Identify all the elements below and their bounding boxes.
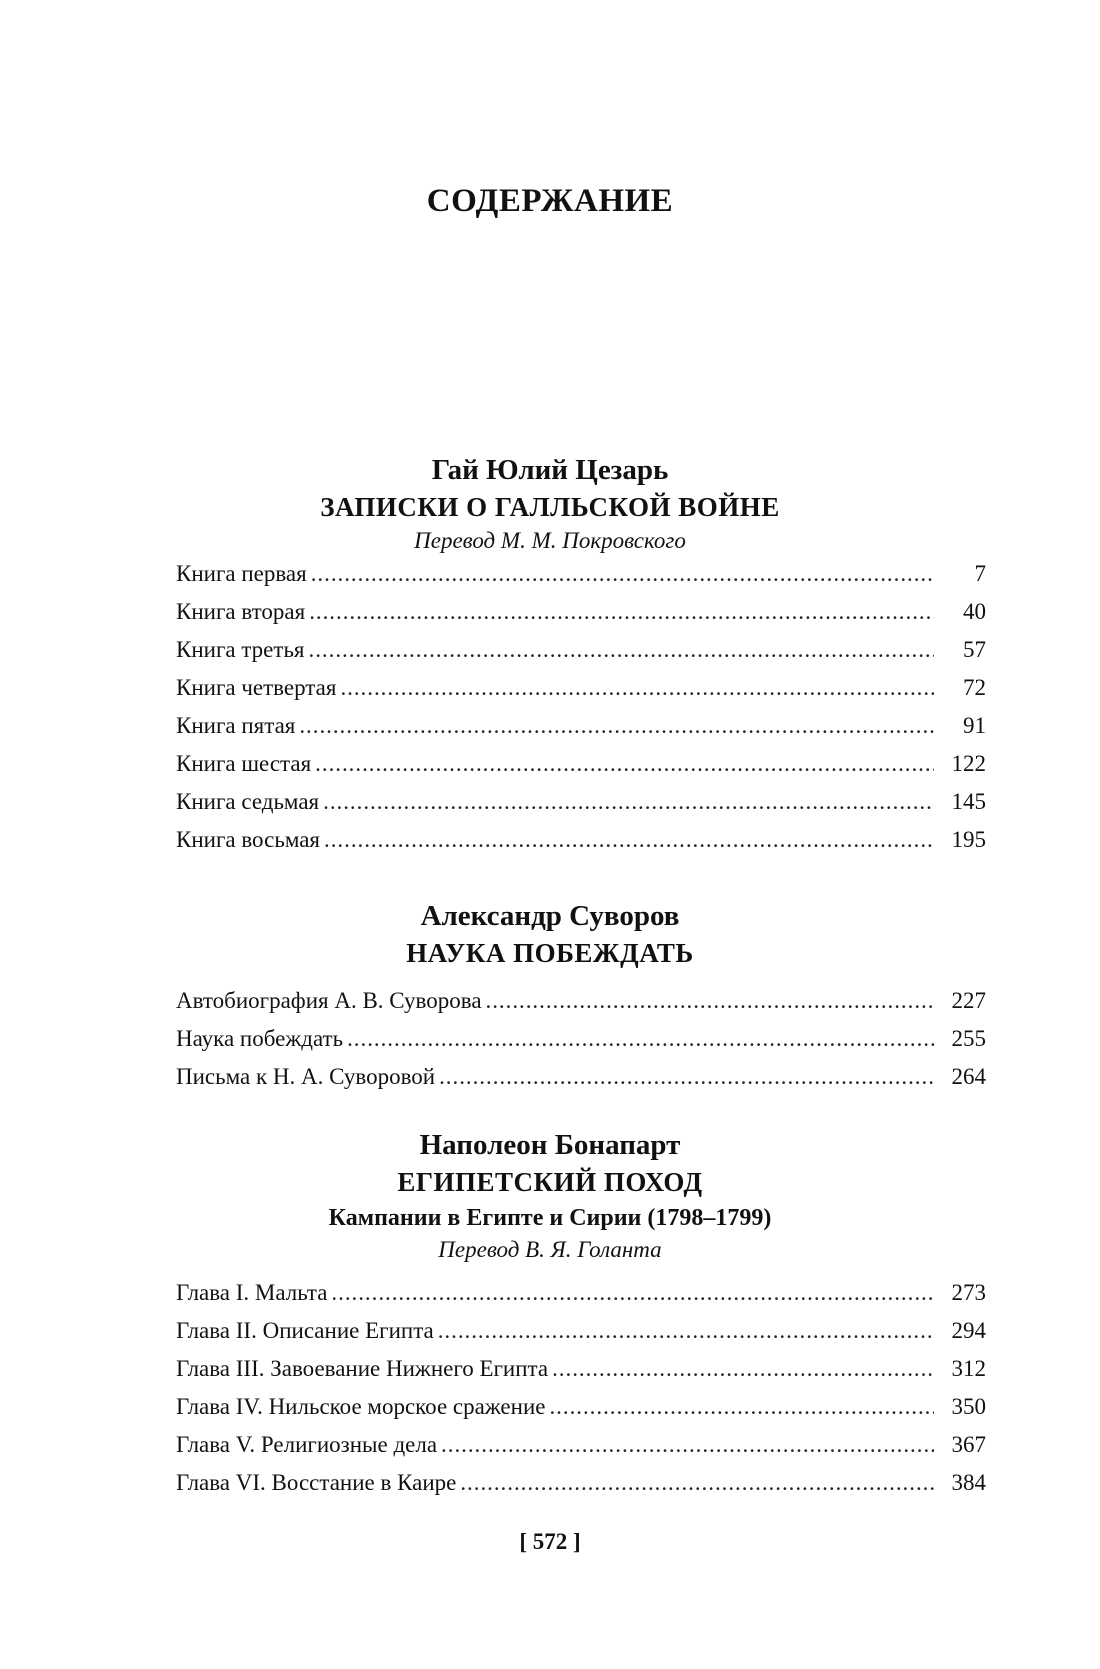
toc-entry[interactable] <box>176 1312 986 1350</box>
toc-entry-page: 40 <box>963 599 986 624</box>
toc-entry-label: Книга восьмая <box>176 827 321 852</box>
section-author: Александр Суворов <box>420 900 680 932</box>
toc-entry-label: Глава II. Описание Египта <box>176 1318 434 1343</box>
toc-entry[interactable] <box>176 1058 986 1096</box>
toc-entry-label: Книга третья <box>176 637 305 662</box>
dot-leader <box>309 631 934 669</box>
dot-leader <box>438 1312 934 1350</box>
toc-entry-label: Глава III. Завоевание Нижнего Египта <box>176 1356 549 1381</box>
dot-leader <box>549 1388 934 1426</box>
toc-entry-page: 57 <box>963 637 986 662</box>
toc-entry-page: 384 <box>951 1470 986 1495</box>
toc-entry-page: 312 <box>951 1356 986 1381</box>
section-work-title: НАУКА ПОБЕЖДАТЬ <box>406 938 694 968</box>
toc-entry[interactable] <box>176 821 986 859</box>
toc-entry-label: Книга первая <box>176 561 307 586</box>
dot-leader <box>315 745 934 783</box>
dot-leader <box>347 1020 934 1058</box>
toc-entry-page: 294 <box>951 1318 986 1343</box>
toc-entry-label: Наука побеждать <box>176 1026 344 1051</box>
toc-entry-label: Книга вторая <box>176 599 306 624</box>
toc-entry[interactable] <box>176 1426 986 1464</box>
dot-leader <box>299 707 934 745</box>
toc-entry-label: Письма к Н. А. Суворовой <box>176 1064 436 1089</box>
section-translator: Перевод В. Я. Голанта <box>438 1237 662 1262</box>
dot-leader <box>486 982 934 1020</box>
toc-entry[interactable] <box>176 1464 986 1502</box>
toc-entry[interactable] <box>176 1020 986 1058</box>
toc-entry[interactable] <box>176 555 986 593</box>
section-work-title: ЕГИПЕТСКИЙ ПОХОД <box>397 1167 703 1197</box>
dot-leader <box>309 593 934 631</box>
toc-entry[interactable] <box>176 669 986 707</box>
toc-entry-page: 91 <box>963 713 986 738</box>
toc-entry-page: 273 <box>951 1280 986 1305</box>
toc-list-caesar <box>176 555 986 859</box>
toc-entry[interactable] <box>176 631 986 669</box>
dot-leader <box>331 1274 934 1312</box>
toc-entry-label: Книга пятая <box>176 713 296 738</box>
toc-entry-label: Глава I. Мальта <box>176 1280 328 1305</box>
toc-entry[interactable] <box>176 745 986 783</box>
dot-leader <box>439 1058 934 1096</box>
toc-entry-label: Книга седьмая <box>176 789 320 814</box>
toc-list-suvorov <box>176 982 986 1096</box>
toc-entry-label: Глава V. Религиозные дела <box>176 1432 438 1457</box>
toc-entry-page: 350 <box>951 1394 986 1419</box>
section-author: Гай Юлий Цезарь <box>431 454 669 486</box>
dot-leader <box>323 783 934 821</box>
toc-entry[interactable] <box>176 593 986 631</box>
toc-entry[interactable] <box>176 1274 986 1312</box>
toc-entry-page: 145 <box>951 789 986 814</box>
toc-entry[interactable] <box>176 1350 986 1388</box>
dot-leader <box>324 821 934 859</box>
toc-entry-label: Книга четвертая <box>176 675 337 700</box>
toc-entry[interactable] <box>176 707 986 745</box>
toc-entry-page: 367 <box>951 1432 986 1457</box>
section-napoleon-header <box>0 1127 1100 1265</box>
section-subtitle: Кампании в Египте и Сирии (1798–1799) <box>328 1205 772 1231</box>
toc-entry-label: Глава IV. Нильское морское сражение <box>176 1394 546 1419</box>
section-author: Наполеон Бонапарт <box>419 1129 681 1161</box>
dot-leader <box>552 1350 934 1388</box>
toc-entry-label: Книга шестая <box>176 751 312 776</box>
toc-entry-label: Автобиография А. В. Суворова <box>176 988 482 1013</box>
toc-entry-page: 195 <box>951 827 986 852</box>
section-work-title: ЗАПИСКИ О ГАЛЛЬСКОЙ ВОЙНЕ <box>320 492 780 522</box>
toc-entry-page: 72 <box>963 675 986 700</box>
section-caesar-header <box>0 452 1100 556</box>
section-suvorov-header <box>0 898 1100 972</box>
dot-leader <box>441 1426 934 1464</box>
toc-entry-page: 7 <box>974 561 986 586</box>
toc-entry[interactable] <box>176 982 986 1020</box>
section-translator: Перевод М. М. Покровского <box>414 528 686 553</box>
toc-entry-page: 264 <box>951 1064 986 1089</box>
toc-entry[interactable] <box>176 1388 986 1426</box>
toc-entry-label: Глава VI. Восстание в Каире <box>176 1470 457 1495</box>
dot-leader <box>340 669 934 707</box>
toc-entry-page: 122 <box>951 751 986 776</box>
page-number: [ 572 ] <box>519 1529 581 1554</box>
toc-entry-page: 255 <box>951 1026 986 1051</box>
page-title: СОДЕРЖАНИЕ <box>426 183 674 219</box>
dot-leader <box>311 555 934 593</box>
toc-entry-page: 227 <box>951 988 986 1013</box>
toc-entry[interactable] <box>176 783 986 821</box>
toc-list-napoleon <box>176 1274 986 1502</box>
dot-leader <box>460 1464 934 1502</box>
